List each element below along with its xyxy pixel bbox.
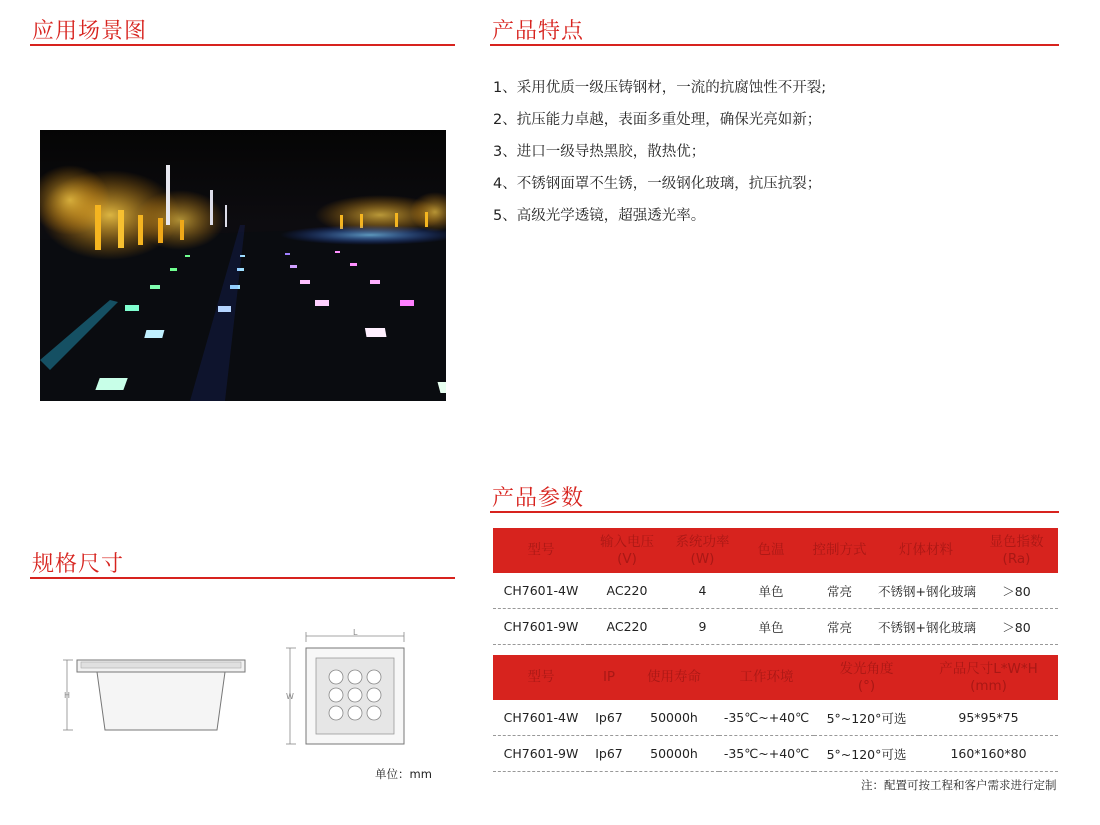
header-model: 型号: [493, 655, 589, 700]
cell-voltage: AC220: [589, 609, 665, 645]
header-voltage-unit: (V): [617, 550, 637, 567]
header-beam-angle: [814, 655, 919, 700]
cell-lifespan: 50000h: [629, 700, 719, 736]
cell-material: 不锈钢+钢化玻璃: [877, 573, 975, 609]
table-row: [493, 573, 1058, 609]
feature-item: 1、采用优质一级压铸钢材，一流的抗腐蚀性不开裂;: [493, 80, 827, 96]
header-power-unit: (W): [690, 550, 715, 567]
cell-control: 常亮: [802, 609, 877, 645]
dimensions-title: 规格尺寸: [32, 552, 125, 577]
header-cri-unit: (Ra): [1002, 550, 1031, 567]
parameters-title-underline: [490, 511, 1059, 513]
header-work-environment: 工作环境: [719, 655, 814, 700]
parameters-table-1: [493, 528, 1058, 645]
cell-size: 95*95*75: [919, 700, 1058, 736]
application-scene-photo: [40, 130, 446, 401]
parameters-title: 产品参数: [492, 486, 585, 511]
footnote: 注：配置可按工程和客户需求进行定制: [861, 778, 1057, 792]
dimensions-title-underline: [30, 577, 455, 579]
cell-color-temp: 单色: [740, 573, 802, 609]
table-header-row: [493, 655, 1058, 700]
header-ip: IP: [589, 655, 629, 700]
header-input-voltage: [589, 528, 665, 573]
header-cri: [975, 528, 1058, 573]
cell-angle: 5°~120°可选: [814, 736, 919, 772]
header-voltage-line1: 输入电压: [600, 533, 654, 550]
cell-environment: -35℃~+40℃: [719, 736, 814, 772]
unit-note: 单位：mm: [375, 767, 432, 781]
cell-model: CH7601-9W: [493, 736, 589, 772]
cell-model: CH7601-4W: [493, 700, 589, 736]
cell-environment: -35℃~+40℃: [719, 700, 814, 736]
cell-lifespan: 50000h: [629, 736, 719, 772]
cell-control: 常亮: [802, 573, 877, 609]
header-angle-unit: (°): [857, 677, 876, 694]
header-body-material: 灯体材料: [877, 528, 975, 573]
cell-model: CH7601-9W: [493, 609, 589, 645]
cell-power: 9: [665, 609, 740, 645]
top-view-drawing: [282, 628, 412, 748]
features-title-underline: [490, 44, 1059, 46]
header-angle-line1: 发光角度: [839, 660, 894, 677]
width-label: W: [286, 692, 294, 701]
header-size-line1: 产品尺寸L*W*H: [939, 660, 1038, 677]
table-row: [493, 736, 1058, 772]
cell-cri: ＞80: [975, 609, 1058, 645]
feature-item: 3、进口一级导热黑胶，散热优；: [493, 144, 706, 160]
header-model: 型号: [493, 528, 589, 573]
header-system-power: [665, 528, 740, 573]
header-power-line1: 系统功率: [675, 533, 730, 550]
application-title: 应用场景图: [32, 19, 148, 44]
feature-item: 5、高级光学透镜，超强透光率。: [493, 208, 706, 224]
feature-item: 4、不锈钢面罩不生锈，一级钢化玻璃，抗压抗裂；: [493, 176, 822, 192]
header-color-temp: 色温: [740, 528, 802, 573]
header-lifespan: 使用寿命: [629, 655, 719, 700]
cell-size: 160*160*80: [919, 736, 1058, 772]
header-size-unit: (mm): [970, 677, 1007, 694]
cell-power: 4: [665, 573, 740, 609]
cell-voltage: AC220: [589, 573, 665, 609]
features-list: [493, 76, 826, 236]
length-label: L: [353, 628, 358, 637]
cell-angle: 5°~120°可选: [814, 700, 919, 736]
cell-color-temp: 单色: [740, 609, 802, 645]
table-row: [493, 700, 1058, 736]
header-cri-line1: 显色指数: [989, 533, 1044, 550]
cell-cri: ＞80: [975, 573, 1058, 609]
cell-model: CH7601-4W: [493, 573, 589, 609]
night-plaza-illustration: [40, 130, 446, 401]
table-row: [493, 609, 1058, 645]
height-label: H: [64, 691, 71, 700]
feature-item: 2、抗压能力卓越，表面多重处理，确保光亮如新；: [493, 112, 822, 128]
table-header-row: [493, 528, 1058, 573]
side-view-drawing: [55, 650, 255, 740]
cell-material: 不锈钢+钢化玻璃: [877, 609, 975, 645]
header-product-size: [919, 655, 1058, 700]
parameters-table-2: [493, 655, 1058, 772]
application-title-underline: [30, 44, 455, 46]
cell-ip: Ip67: [589, 736, 629, 772]
cell-ip: Ip67: [589, 700, 629, 736]
header-control-mode: 控制方式: [802, 528, 877, 573]
features-title: 产品特点: [492, 19, 585, 44]
